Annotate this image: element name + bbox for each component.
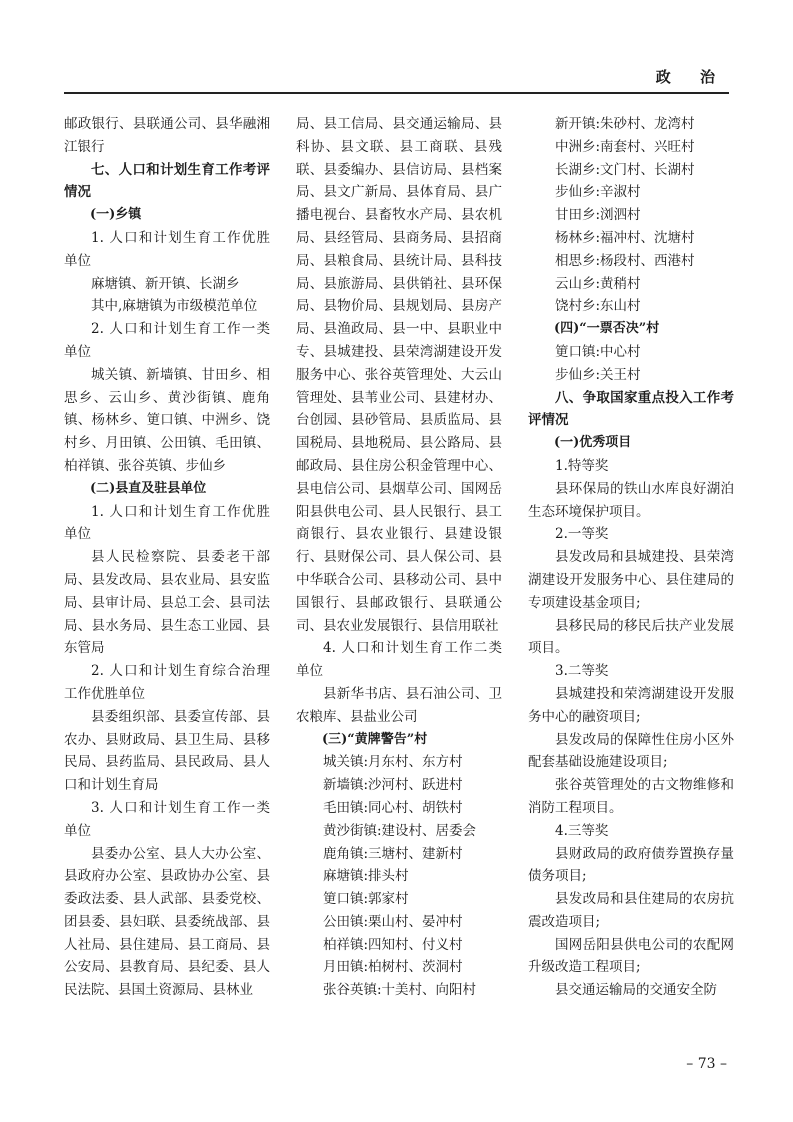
subsection-heading: (一)优秀项目	[554, 435, 632, 451]
paragraph: 城关镇、新墙镇、甘田乡、相思乡、云山乡、黄沙街镇、鹿角镇、杨林乡、筻口镇、中洲乡、饶村乡、月田镇、公田镇、毛田镇、柏祥镇、张谷英镇、步仙乡	[64, 366, 270, 474]
paragraph: 县委办公室、县人大办公室、县政府办公室、县政协办公室、县委政法委、县人武部、县委党校、团县委、县妇联、县委统战部、县人社局、县住建局、县工商局、县公安局、县教育局、县纪委、县人民法院、县国土资源局、县林业	[64, 845, 270, 999]
subsection-heading: (四)“一票否决”村	[554, 321, 660, 337]
list-item: 云山乡:黄稍村	[555, 275, 641, 292]
list-item: 长湖乡:文门村、长湖村	[555, 161, 695, 178]
list-item: 鹿角镇:三塘村、建新村	[323, 845, 463, 862]
subsection-heading: (一)乡镇	[90, 207, 142, 223]
paragraph: 麻塘镇、新开镇、长湖乡	[91, 275, 240, 292]
award-level: 1.特等奖	[555, 457, 609, 474]
list-item: 筻口镇:郭家村	[323, 891, 409, 908]
column-1	[64, 113, 270, 1002]
header-rule	[64, 92, 729, 94]
paragraph: 县财政局的政府债券置换存量债务项目;	[528, 845, 734, 885]
list-item: 中洲乡:南套村、兴旺村	[555, 138, 695, 155]
paragraph: 县城建投和荣湾湖建设开发服务中心的融资项目;	[528, 685, 734, 725]
paragraph: 县委组织部、县委宣传部、县农办、县财政局、县卫生局、县移民局、县药监局、县民政局、县人口和计划生育局	[64, 708, 270, 794]
paragraph: 县交通运输局的交通安全防	[555, 982, 717, 999]
list-item: 筻口镇:中心村	[555, 343, 641, 360]
subsection-heading: (三)“黄牌警告”村	[322, 731, 428, 747]
column-3	[528, 113, 734, 1002]
column-2	[296, 113, 502, 1002]
list-item: 城关镇:月东村、东方村	[323, 754, 463, 771]
paragraph: 邮政银行、县联通公司、县华融湘江银行	[64, 116, 270, 155]
page-number: – 73 –	[686, 1056, 727, 1072]
paragraph: 县移民局的移民后扶产业发展项目。	[528, 617, 734, 657]
list-item: 张谷英镇:十美村、向阳村	[323, 982, 477, 999]
paragraph: 县发改局的保障性住房小区外配套基础设施建设项目;	[528, 731, 734, 771]
category-heading: 3. 人口和计划生育工作一类单位	[64, 799, 270, 839]
paragraph: 其中,麻塘镇为市级模范单位	[91, 298, 258, 315]
list-item: 步仙乡:关王村	[555, 366, 641, 383]
paragraph: 张谷英管理处的古文物维修和消防工程项目。	[528, 777, 734, 816]
paragraph: 县环保局的铁山水库良好湖泊生态环境保护项目。	[528, 480, 734, 520]
section-heading: 七、人口和计划生育工作考评情况	[64, 161, 270, 201]
category-heading: 4. 人口和计划生育工作二类单位	[296, 640, 502, 680]
category-heading: 1. 人口和计划生育工作优胜单位	[64, 503, 270, 543]
category-heading: 2. 人口和计划生育综合治理工作优胜单位	[64, 663, 270, 702]
list-item: 新开镇:朱砂村、龙湾村	[555, 116, 695, 132]
list-item: 公田镇:栗山村、晏冲村	[323, 913, 463, 930]
list-item: 毛田镇:同心村、胡铁村	[323, 799, 463, 816]
list-item: 新墙镇:沙河村、跃进村	[323, 777, 463, 794]
list-item: 步仙乡:辛淑村	[555, 184, 641, 201]
list-item: 麻塘镇:排头村	[323, 868, 409, 885]
section-title: 政 治	[655, 68, 727, 86]
list-item: 黄沙街镇:建设村、居委会	[323, 822, 477, 839]
paragraph: 国网岳阳县供电公司的农配网升级改造工程项目;	[528, 936, 734, 976]
list-item: 相思乡:杨段村、西港村	[555, 252, 695, 269]
award-level: 2.一等奖	[555, 526, 609, 543]
section-heading: 八、争取国家重点投入工作考评情况	[528, 389, 734, 429]
award-level: 3.二等奖	[555, 663, 609, 680]
award-level: 4.三等奖	[555, 822, 609, 839]
list-item: 饶村乡:东山村	[555, 298, 641, 315]
subsection-heading: (二)县直及驻县单位	[90, 480, 207, 496]
paragraph: 县发改局和县城建投、县荣湾湖建设开发服务中心、县住建局的专项建设基金项目;	[528, 549, 734, 611]
paragraph: 县新华书店、县石油公司、卫农粮库、县盐业公司	[296, 685, 502, 725]
paragraph: 局、县工信局、县交通运输局、县科协、县文联、县工商联、县残联、县委编办、县信访局、县档案局、县文广新局、县体育局、县广播电视台、县畜牧水产局、县农机局、县经管局、县商务局、县招商局、县粮食局、县统计局、县科技局、县旅游局、县供销社、县环保局、县物价局、县规划局、县房产局、县渔政局、县一中、县职业中专、县城建投、县荣湾湖建设开发服务中心、张谷英管理处、大云山管理处、县苇业公司、县建材办、台创园、县砂管局、县质监局、县国税局、县地税局、县公路局、县邮政局、县住房公积金管理中心、县电信公司、县烟草公司、国网岳阳县供电公司、县人民银行、县工商银行、县农业银行、县建设银行、县财保公司、县人保公司、县中华联合公司、县移动公司、县中国银行、县邮政银行、县联通公司、县农业发展银行、县信用联社	[296, 116, 502, 634]
list-item: 月田镇:柏树村、茨洞村	[323, 959, 463, 976]
list-item: 杨林乡:福冲村、沈塘村	[555, 229, 695, 246]
category-heading: 1. 人口和计划生育工作优胜单位	[64, 229, 270, 269]
list-item: 柏祥镇:四知村、付义村	[323, 936, 463, 953]
paragraph: 县发改局和县住建局的农房抗震改造项目;	[528, 891, 734, 930]
paragraph: 县人民检察院、县委老干部局、县发改局、县农业局、县安监局、县审计局、县总工会、县司法局、县水务局、县生态工业园、县东管局	[64, 549, 270, 657]
category-heading: 2. 人口和计划生育工作一类单位	[64, 321, 270, 360]
list-item: 甘田乡:浏泗村	[555, 207, 641, 224]
